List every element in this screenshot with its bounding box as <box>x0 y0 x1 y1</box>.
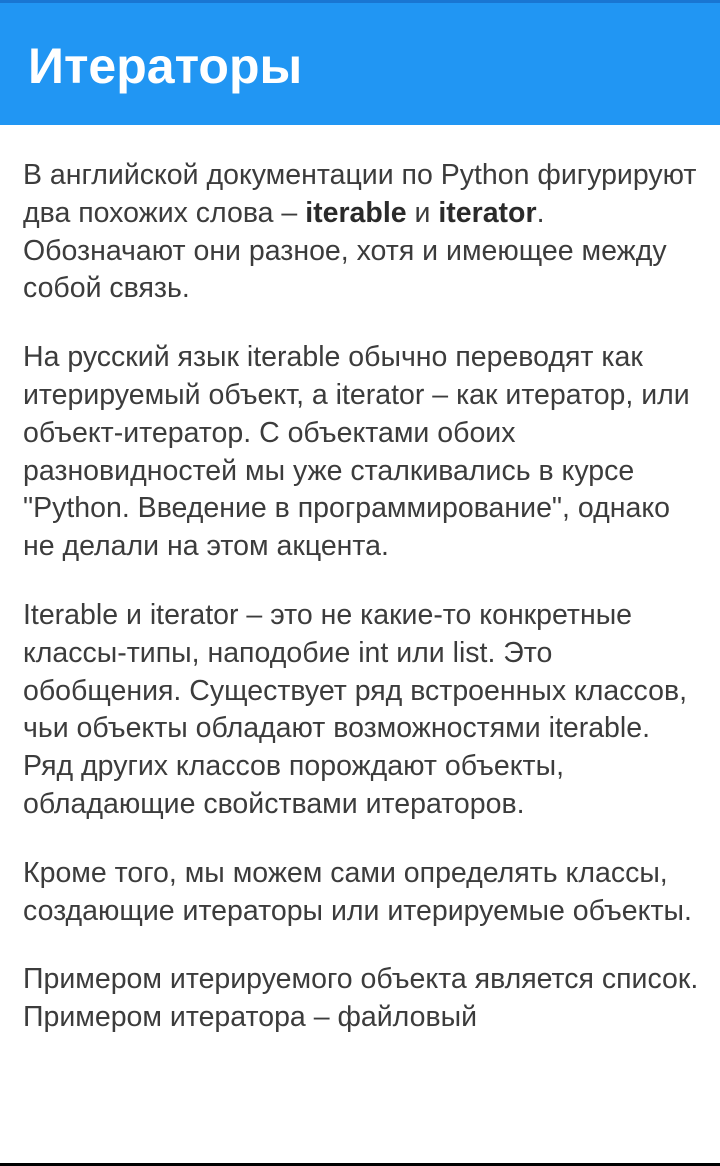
article-content[interactable] <box>23 157 705 1163</box>
app-header <box>0 0 720 125</box>
paragraph-1-text-b: и <box>406 196 439 229</box>
paragraph-1 <box>23 157 705 308</box>
term-iterator: iterator <box>438 196 537 229</box>
paragraph-2: На русский язык iterable обычно переводят как итерируемый объект, а iterator – как итератор, или объект-итератор. С объектами обоих разновидностей мы уже сталкивались в курсе "Python. Введение в программирование", однако не делали на этом акцента. <box>23 341 690 563</box>
paragraph-4: Кроме того, мы можем сами определять классы, создающие итераторы или итерируемые объекты. <box>23 856 692 927</box>
paragraph-1-text-a: В английской документации по Python фигурируют два похожих слова – <box>23 159 697 229</box>
term-iterable: iterable <box>305 196 407 229</box>
page-title: Итераторы <box>28 38 303 94</box>
paragraph-1-text-c: . Обозначают они разное, хотя и имеющее между собой связь. <box>23 196 667 305</box>
paragraph-5: Примером итерируемого объекта является список. Примером итератора – файловый <box>23 963 699 1034</box>
paragraph-3: Iterable и iterator – это не какие-то конкретные классы-типы, наподобие int или list. Это обобщения. Существует ряд встроенных классов, чьи объекты обладают возможностями iterable. Ряд других классов порождают объекты, обладающие свойствами итераторов. <box>23 598 688 820</box>
